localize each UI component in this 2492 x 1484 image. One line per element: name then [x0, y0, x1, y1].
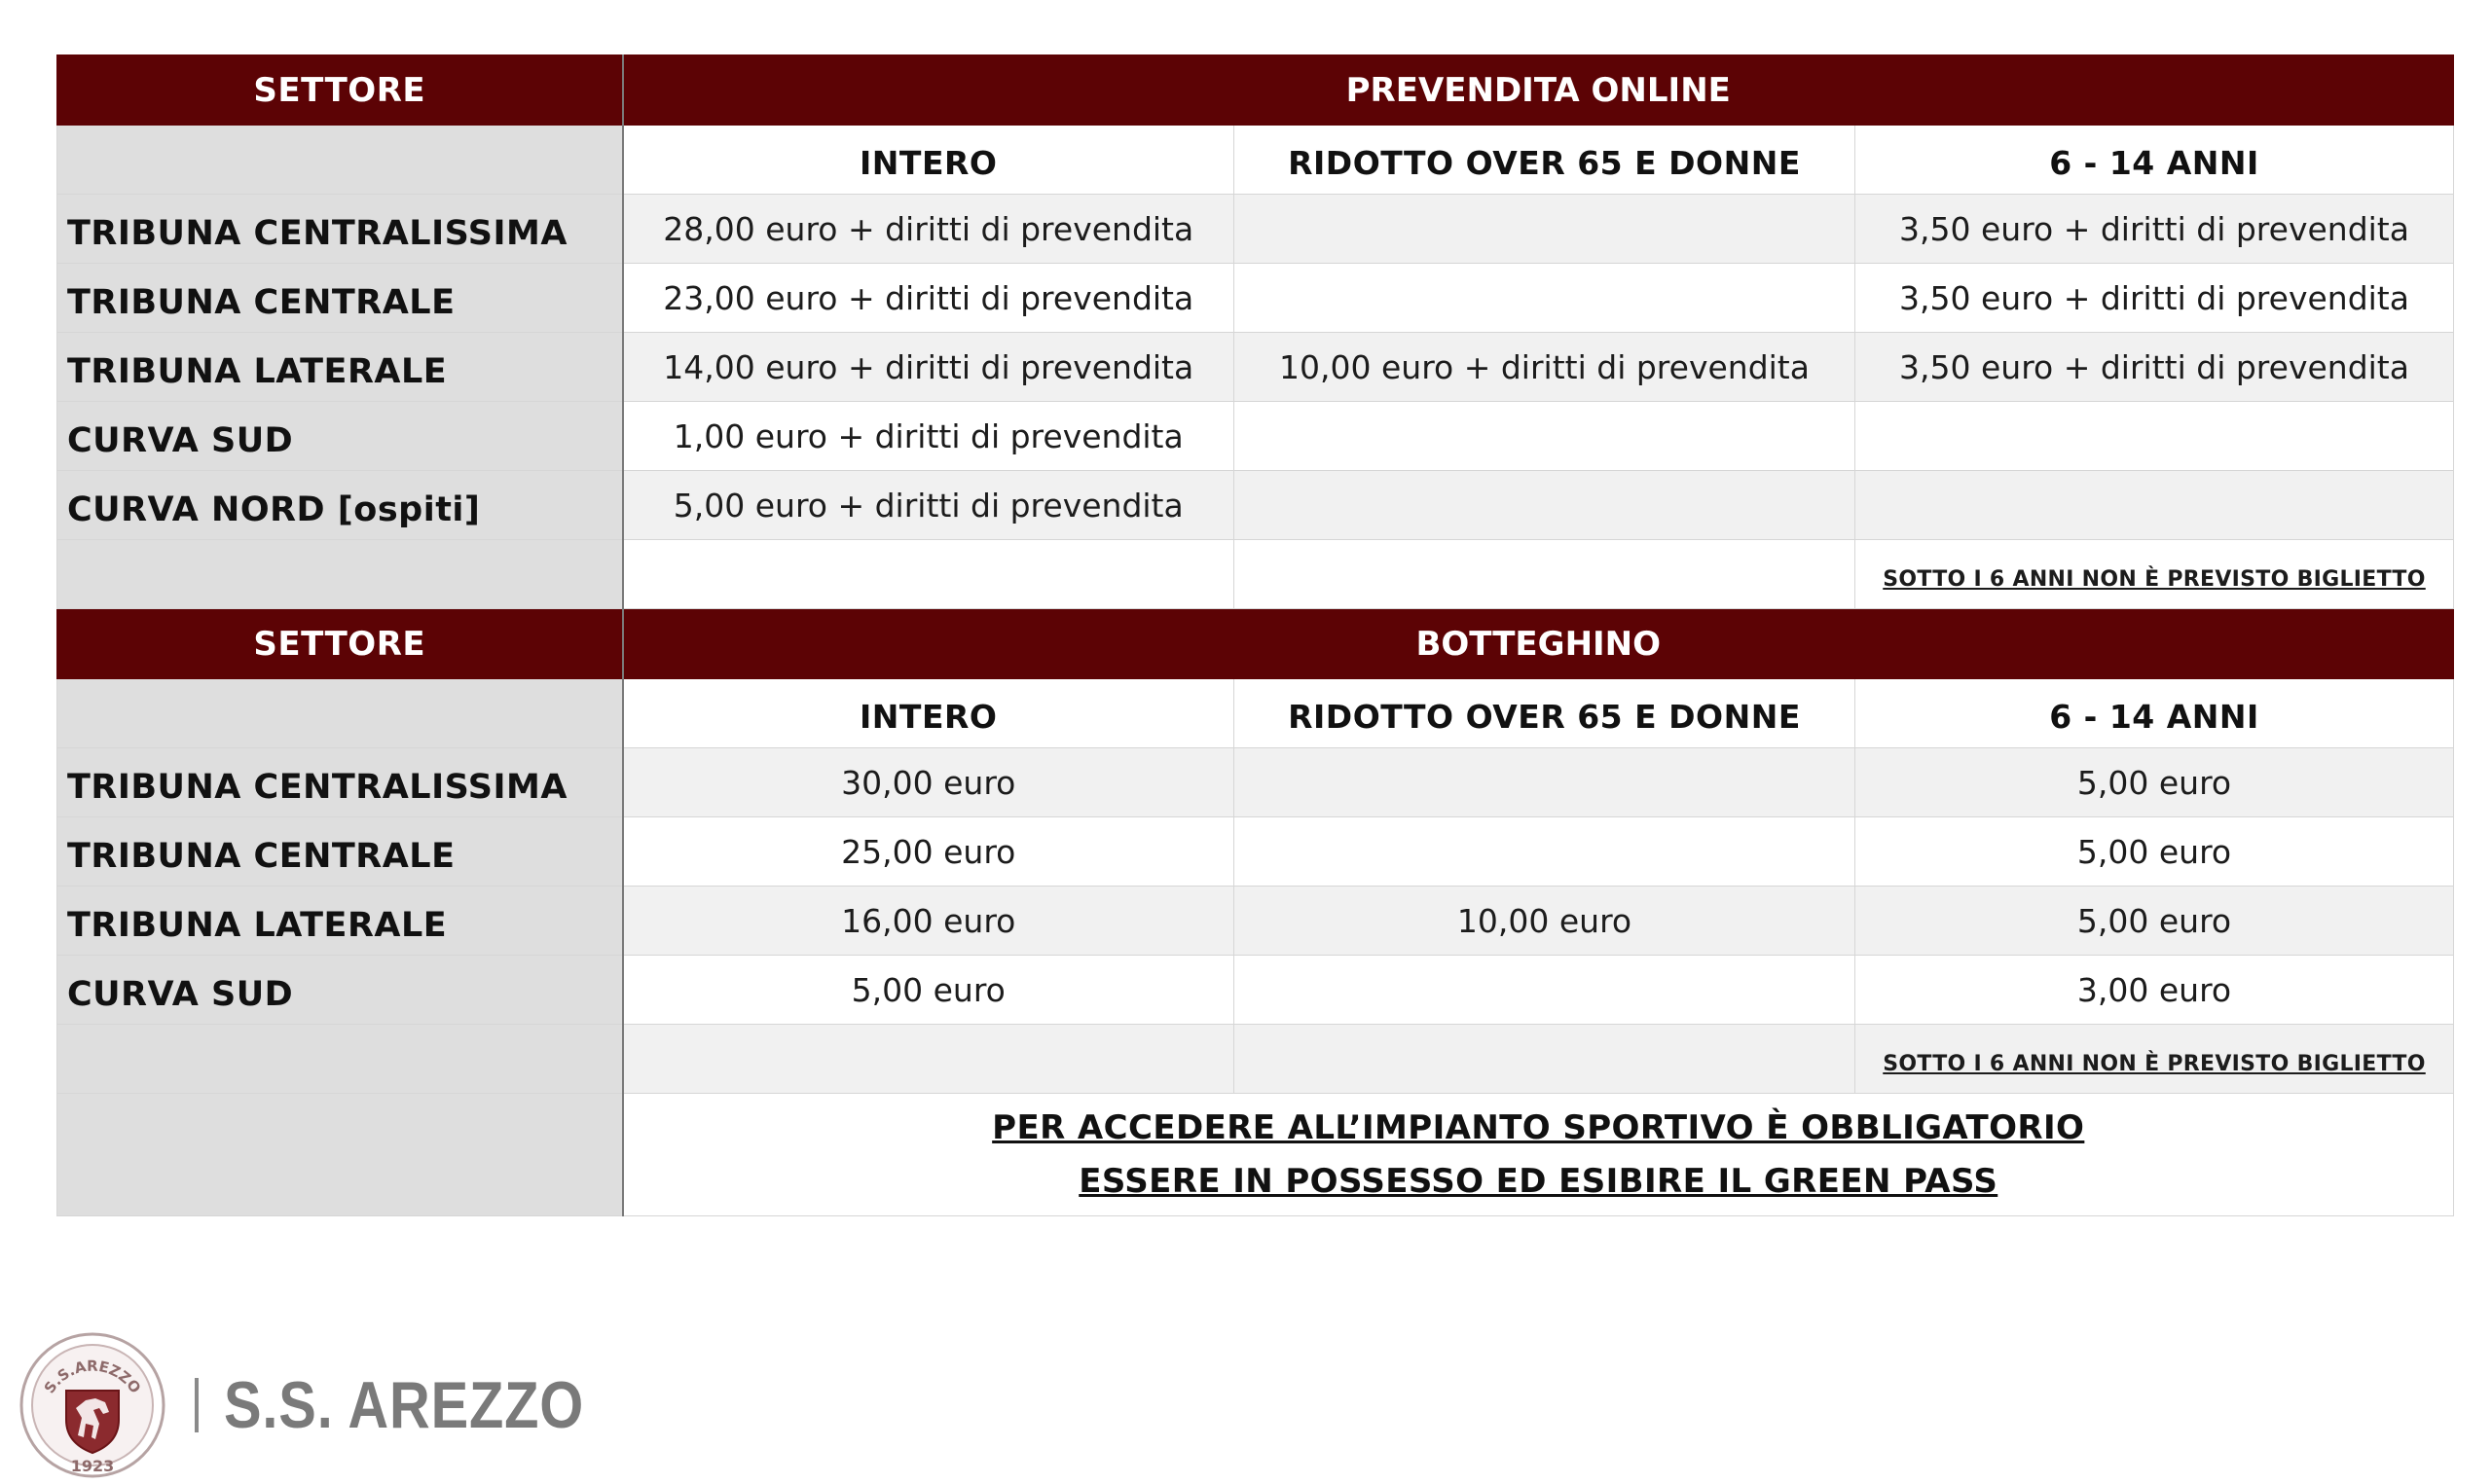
- online-note-empty-cell: [1234, 540, 1855, 609]
- price-6-14: 3,00 euro: [1855, 956, 2454, 1025]
- price-6-14: 3,50 euro + diritti di prevendita: [1855, 333, 2454, 402]
- price-ridotto: [1234, 748, 1855, 817]
- online-under-6-note: SOTTO I 6 ANNI NON È PREVISTO BIGLIETTO: [1883, 566, 2426, 592]
- crest-year: 1923: [70, 1457, 115, 1475]
- price-intero: 25,00 euro: [623, 817, 1234, 887]
- price-ridotto: [1234, 264, 1855, 333]
- table-row: [57, 402, 2454, 471]
- box-office-columns-row: [57, 679, 2454, 748]
- table-row: [57, 264, 2454, 333]
- sector-label: TRIBUNA CENTRALISSIMA: [57, 195, 623, 264]
- price-6-14: [1855, 402, 2454, 471]
- logo-divider: [195, 1378, 199, 1432]
- sector-label: CURVA SUD: [57, 956, 623, 1025]
- price-ridotto: [1234, 471, 1855, 540]
- club-logo-footer: [18, 1327, 647, 1483]
- online-col-6-14: 6 - 14 ANNI: [1855, 126, 2454, 195]
- green-pass-line-2: ESSERE IN POSSESSO ED ESIBIRE IL GREEN PASS: [1079, 1161, 1998, 1201]
- price-intero: 5,00 euro: [623, 956, 1234, 1025]
- online-columns-row: [57, 126, 2454, 195]
- price-ridotto: [1234, 195, 1855, 264]
- price-6-14: 5,00 euro: [1855, 887, 2454, 956]
- box-office-col-ridotto: RIDOTTO OVER 65 E DONNE: [1234, 679, 1855, 748]
- box-office-under-6-note: SOTTO I 6 ANNI NON È PREVISTO BIGLIETTO: [1883, 1051, 2426, 1076]
- green-pass-line-1: PER ACCEDERE ALL’IMPIANTO SPORTIVO È OBBLIGATORIO: [992, 1107, 2085, 1147]
- price-intero: 1,00 euro + diritti di prevendita: [623, 402, 1234, 471]
- box-office-note-empty-cell: [1234, 1025, 1855, 1094]
- price-intero: 16,00 euro: [623, 887, 1234, 956]
- table-row: [57, 887, 2454, 956]
- price-intero: 5,00 euro + diritti di prevendita: [623, 471, 1234, 540]
- online-note-row: [57, 540, 2454, 609]
- online-note-cell: [1855, 540, 2454, 609]
- online-section-title: PREVENDITA ONLINE: [623, 55, 2454, 126]
- table-row: [57, 333, 2454, 402]
- table-row: [57, 748, 2454, 817]
- price-ridotto: [1234, 956, 1855, 1025]
- box-office-section-title: BOTTEGHINO: [623, 609, 2454, 679]
- table-row: [57, 817, 2454, 887]
- green-pass-row: [57, 1094, 2454, 1216]
- green-pass-empty-sector: [57, 1094, 623, 1216]
- box-office-note-empty-sector: [57, 1025, 623, 1094]
- box-office-note-empty-cell: [623, 1025, 1234, 1094]
- online-col-ridotto: RIDOTTO OVER 65 E DONNE: [1234, 126, 1855, 195]
- price-6-14: 3,50 euro + diritti di prevendita: [1855, 264, 2454, 333]
- online-empty-sector-cell: [57, 126, 623, 195]
- price-ridotto: 10,00 euro + diritti di prevendita: [1234, 333, 1855, 402]
- price-ridotto: 10,00 euro: [1234, 887, 1855, 956]
- box-office-note-cell: [1855, 1025, 2454, 1094]
- online-note-empty-sector: [57, 540, 623, 609]
- sector-label: TRIBUNA CENTRALE: [57, 264, 623, 333]
- price-intero: 30,00 euro: [623, 748, 1234, 817]
- online-col-intero: INTERO: [623, 126, 1234, 195]
- sector-label: CURVA SUD: [57, 402, 623, 471]
- table-row: [57, 195, 2454, 264]
- online-header-row: [57, 55, 2454, 126]
- box-office-sector-header: SETTORE: [57, 609, 623, 679]
- crest-top-text: S.S.AREZZO: [40, 1357, 145, 1397]
- price-6-14: 3,50 euro + diritti di prevendita: [1855, 195, 2454, 264]
- sector-label: TRIBUNA LATERALE: [57, 333, 623, 402]
- ss-arezzo-crest-icon: [18, 1330, 167, 1480]
- price-ridotto: [1234, 402, 1855, 471]
- price-6-14: 5,00 euro: [1855, 748, 2454, 817]
- box-office-note-row: [57, 1025, 2454, 1094]
- price-intero: 28,00 euro + diritti di prevendita: [623, 195, 1234, 264]
- table-row: [57, 471, 2454, 540]
- price-ridotto: [1234, 817, 1855, 887]
- sector-label: TRIBUNA CENTRALE: [57, 817, 623, 887]
- price-intero: 14,00 euro + diritti di prevendita: [623, 333, 1234, 402]
- online-sector-header: SETTORE: [57, 55, 623, 126]
- crest-graphic: [18, 1330, 167, 1480]
- ticket-price-table: [56, 54, 2454, 1216]
- sector-label: TRIBUNA CENTRALISSIMA: [57, 748, 623, 817]
- box-office-header-row: [57, 609, 2454, 679]
- box-office-empty-sector-cell: [57, 679, 623, 748]
- brand-name: S.S. AREZZO: [224, 1368, 585, 1442]
- box-office-col-intero: INTERO: [623, 679, 1234, 748]
- price-6-14: 5,00 euro: [1855, 817, 2454, 887]
- table-row: [57, 956, 2454, 1025]
- sector-label: CURVA NORD [ospiti]: [57, 471, 623, 540]
- price-6-14: [1855, 471, 2454, 540]
- green-pass-notice: [623, 1094, 2454, 1216]
- box-office-col-6-14: 6 - 14 ANNI: [1855, 679, 2454, 748]
- price-intero: 23,00 euro + diritti di prevendita: [623, 264, 1234, 333]
- online-note-empty-cell: [623, 540, 1234, 609]
- sector-label: TRIBUNA LATERALE: [57, 887, 623, 956]
